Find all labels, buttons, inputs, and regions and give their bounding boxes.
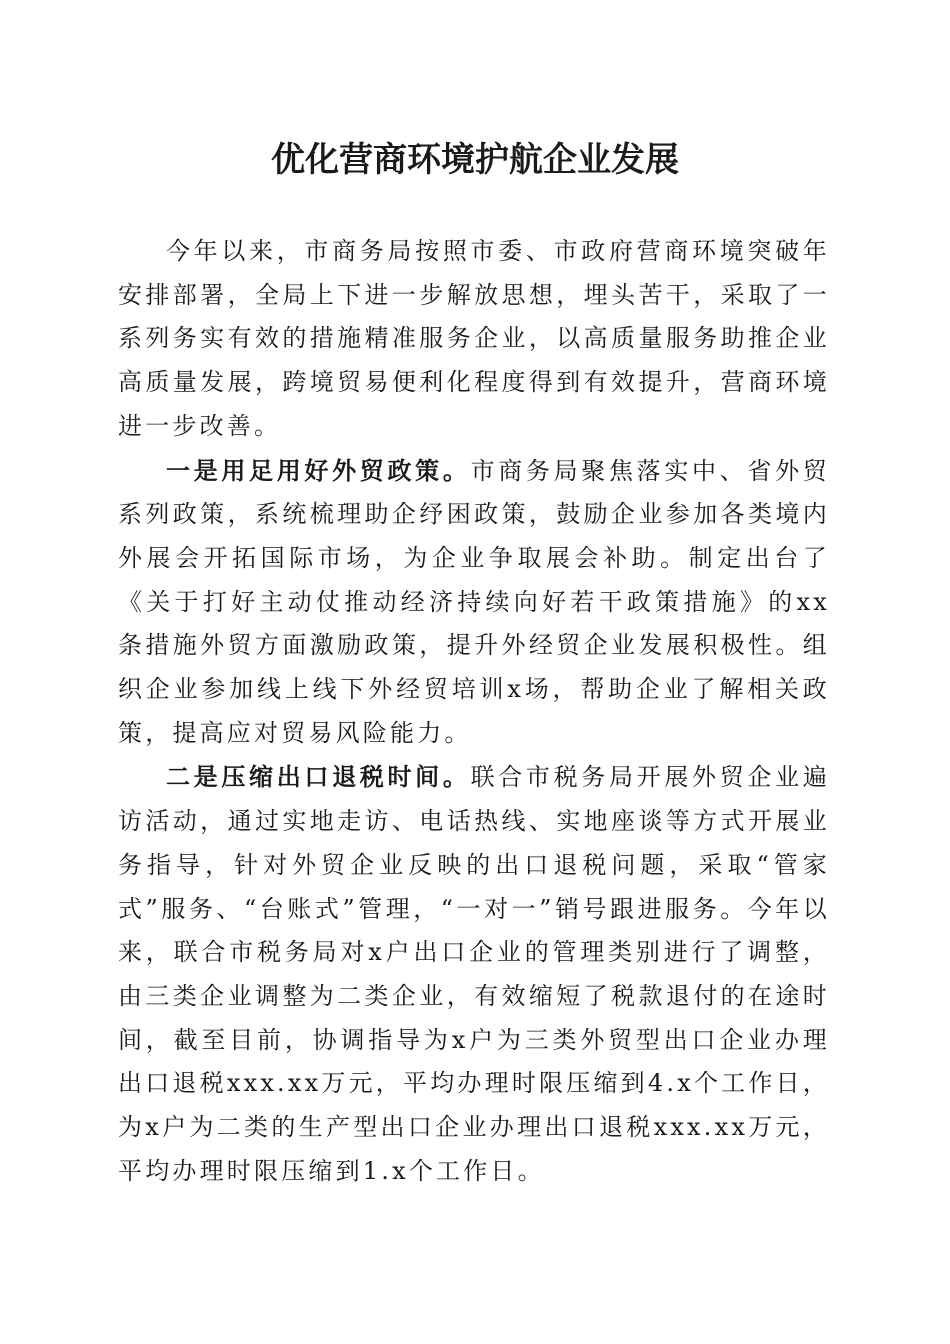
paragraph-policy xyxy=(118,449,830,756)
paragraph-policy-lead: 一是用足用好外贸政策。 xyxy=(166,455,471,485)
paragraph-intro xyxy=(118,230,830,449)
paragraph-policy-text: 市商务局聚焦落实中、省外贸系列政策，系统梳理助企纾困政策，鼓励企业参加各类境内外展会开拓国际市场，为企业争取展会补助。制定出台了《关于打好主动仗推动经济持续向好若干政策措施》的xx条措施外贸方面激励政策，提升外经贸企业发展积极性。组织企业参加线上线下外经贸培训x场，帮助企业了解相关政策，提高应对贸易风险能力。 xyxy=(118,456,830,747)
document-body xyxy=(118,230,830,1193)
document-title: 优化营商环境护航企业发展 xyxy=(271,140,679,180)
paragraph-tax-refund xyxy=(118,755,830,1193)
paragraph-tax-refund-lead: 二是压缩出口退税时间。 xyxy=(166,762,471,792)
paragraph-intro-text: 今年以来，市商务局按照市委、市政府营商环境突破年安排部署，全局上下进一步解放思想，埋头苦干，采取了一系列务实有效的措施精准服务企业，以高质量服务助推企业高质量发展，跨境贸易便利化程度得到有效提升，营商环境进一步改善。 xyxy=(118,237,830,440)
paragraph-tax-refund-text: 联合市税务局开展外贸企业遍访活动，通过实地走访、电话热线、实地座谈等方式开展业务指导，针对外贸企业反映的出口退税问题，采取“管家式”服务、“台账式”管理，“一对一”销号跟进服务。今年以来，联合市税务局对x户出口企业的管理类别进行了调整，由三类企业调整为二类企业，有效缩短了税款退付的在途时间，截至目前，协调指导为x户为三类外贸型出口企业办理出口退税xxx.xx万元，平均办理时限压缩到4.x个工作日，为x户为二类的生产型出口企业办理出口退税xxx.xx万元，平均办理时限压缩到1.x个工作日。 xyxy=(118,763,830,1185)
